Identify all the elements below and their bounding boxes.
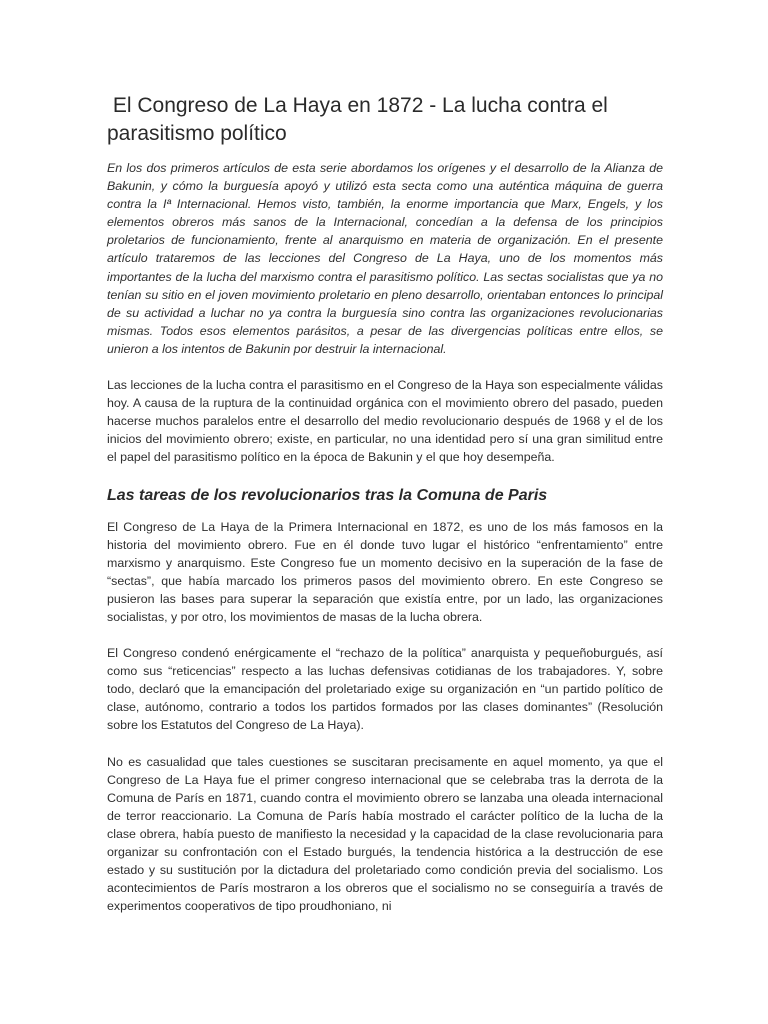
intro-paragraph: En los dos primeros artículos de esta serie abordamos los orígenes y el desarrollo de la Alianza de Bakunin, y cómo la burguesía apoyó y utilizó esta secta como una auténtica máquina de guerra contra la Iª Internacional. Hemos visto, también, la enorme importancia que Marx, Engels, y los elementos obreros más sanos de la Internacional, concedían a la defensa de los principios proletarios de funcionamiento, frente al anarquismo en materia de organización. En el presente artículo trataremos de las lecciones del Congreso de La Haya, uno de los momentos más importantes de la lucha del marxismo contra el parasitismo político. Las sectas socialistas que ya no tenían su sitio en el joven movimiento proletario en pleno desarrollo, orientaban entonces lo principal de su actividad a luchar no ya contra la burguesía sino contra las organizaciones revolucionarias mismas. Todos esos elementos parásitos, a pesar de las divergencias políticas entre ellos, se unieron a los intentos de Bakunin por destruir la internacional.: [107, 161, 663, 356]
body-paragraph-1: Las lecciones de la lucha contra el parasitismo en el Congreso de la Haya son especialmente válidas hoy. A causa de la ruptura de la continuidad orgánica con el movimiento obrero del pasado, pueden hacerse muchos paralelos entre el desarrollo del medio revolucionario después de 1968 y el de los inicios del movimiento obrero; existe, en particular, no una identidad pero sí una gran similitud entre el papel del parasitismo político en la época de Bakunin y el que hoy desempeña.: [107, 378, 663, 465]
document-page: [107, 92, 663, 915]
section-heading: Las tareas de los revolucionarios tras la Comuna de Paris: [107, 486, 548, 504]
body-paragraph-2: El Congreso de La Haya de la Primera Internacional en 1872, es uno de los más famosos en la historia del movimiento obrero. Fue en él donde tuvo lugar el histórico “enfrentamiento” entre marxismo y anarquismo. Este Congreso fue un momento decisivo en la superación de la fase de “sectas”, que había marcado los primeros pasos del movimiento obrero. En este Congreso se pusieron las bases para superar la separación que existía entre, por un lado, las organizaciones socialistas, y por otro, los movimientos de masas de la lucha obrera.: [107, 519, 663, 624]
body-paragraph-4: No es casualidad que tales cuestiones se suscitaran precisamente en aquel momento, ya que el Congreso de La Haya fue el primer congreso internacional que se celebraba tras la derrota de la Comuna de París en 1871, cuando contra el movimiento obrero se lanzaba una oleada internacional de terror reaccionario. La Comuna de París había mostrado el carácter político de la lucha de la clase obrera, había puesto de manifiesto la necesidad y la capacidad de la clase revolucionaria para organizar su confrontación con el Estado burgués, la tendencia histórica a la destrucción de ese estado y su sustitución por la dictadura del proletariado como condición previa del socialismo. Los acontecimientos de París mostraron a los obreros que el socialismo no se conseguiría a través de experimentos cooperativos de tipo proudhoniano, ni: [107, 754, 663, 914]
document-title: El Congreso de La Haya en 1872 - La lucha contra el parasitismo político: [107, 94, 614, 145]
body-paragraph-3: El Congreso condenó enérgicamente el “rechazo de la política” anarquista y pequeñoburgués, así como sus “reticencias” respecto a las luchas defensivas cotidianas de los trabajadores. Y, sobre todo, declaró que la emancipación del proletariado exige su organización en “un partido político de clase, autónomo, contrario a todos los partidos formados por las clases dominantes” (Resolución sobre los Estatutos del Congreso de La Haya).: [107, 646, 663, 733]
